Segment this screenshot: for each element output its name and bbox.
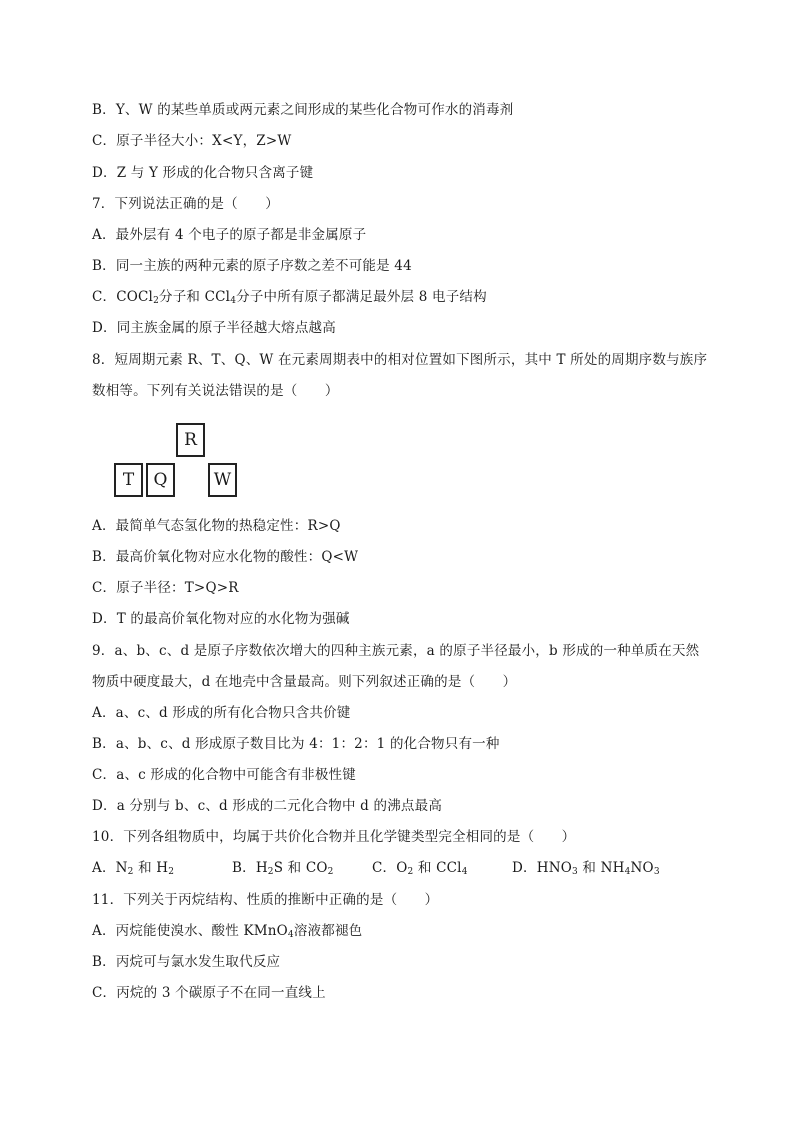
q11-option-b: B．丙烷可与氯水发生取代反应	[92, 954, 281, 970]
q9-option-c: C．a、c 形成的化合物中可能含有非极性键	[92, 767, 356, 783]
q10-option-a: A．$N_2$ 和 $H_2$	[92, 860, 175, 877]
q8-option-d: D．T 的最高价氧化物对应的水化物为强碱	[92, 611, 350, 627]
cell-r: R	[176, 423, 205, 457]
q11-stem: 11．下列关于丙烷结构、性质的推断中正确的是（ ）	[92, 892, 439, 908]
q7-option-d: D．同主族金属的原子半径越大熔点越高	[92, 320, 336, 336]
q10-stem: 10．下列各组物质中，均属于共价化合物并且化学键类型完全相同的是（ ）	[92, 829, 576, 845]
q10-option-c: C．$O_2$ 和 CCl$_4$	[372, 860, 468, 877]
cell-t: T	[114, 463, 143, 497]
q11-option-a: A．丙烷能使溴水、酸性 KMnO$_4$溶液都褪色	[92, 923, 363, 940]
q9-option-b: B．a、b、c、d 形成原子数目比为 4：1：2：1 的化合物只有一种	[92, 736, 500, 752]
q10-option-d: D．$HNO_3$ 和 $NH_4NO_3$	[512, 860, 660, 877]
q10-options	[92, 859, 660, 877]
q7-option-c: C．COCl$_2$分子和 CCl$_4$分子中所有原子都满足最外层 8 电子结构	[92, 289, 487, 306]
cell-w: W	[208, 463, 237, 497]
q8-option-b: B．最高价氧化物对应水化物的酸性：Q<W	[92, 549, 359, 565]
q9-stem: 9．a、b、c、d 是原子序数依次增大的四种主族元素，a 的原子半径最小，b 形成的一种单质在天然物质中硬度最大，d 在地壳中含量最高。则下列叙述正确的是（ ）	[92, 643, 700, 690]
q6-option-b: B．Y、W 的某些单质或两元素之间形成的某些化合物可作水的消毒剂	[92, 102, 514, 118]
q6-option-d: D．Z 与 Y 形成的化合物只含离子键	[92, 165, 314, 181]
periodic-table-fragment	[112, 423, 244, 501]
q7-option-b: B．同一主族的两种元素的原子序数之差不可能是 44	[92, 258, 412, 274]
q8-stem: 8．短周期元素 R、T、Q、W 在元素周期表中的相对位置如下图所示，其中 T 所处的周期序数与族序数相等。下列有关说法错误的是（ ）	[92, 352, 708, 399]
q9-option-d: D．a 分别与 b、c、d 形成的二元化合物中 d 的沸点最高	[92, 798, 443, 814]
q11-option-c: C．丙烷的 3 个碳原子不在同一直线上	[92, 985, 326, 1001]
q10-option-b: B．$H_2S$ 和 $CO_2$	[232, 860, 334, 877]
q7-stem: 7．下列说法正确的是（ ）	[92, 196, 279, 212]
cell-q: Q	[146, 463, 175, 497]
q8-option-a: A．最简单气态氢化物的热稳定性：R>Q	[92, 518, 341, 534]
q7-option-a: A．最外层有 4 个电子的原子都是非金属原子	[92, 227, 367, 243]
q6-option-c: C．原子半径大小：X<Y，Z>W	[92, 133, 292, 149]
q8-option-c: C．原子半径：T>Q>R	[92, 580, 239, 596]
q9-option-a: A．a、c、d 形成的所有化合物只含共价键	[92, 705, 351, 721]
